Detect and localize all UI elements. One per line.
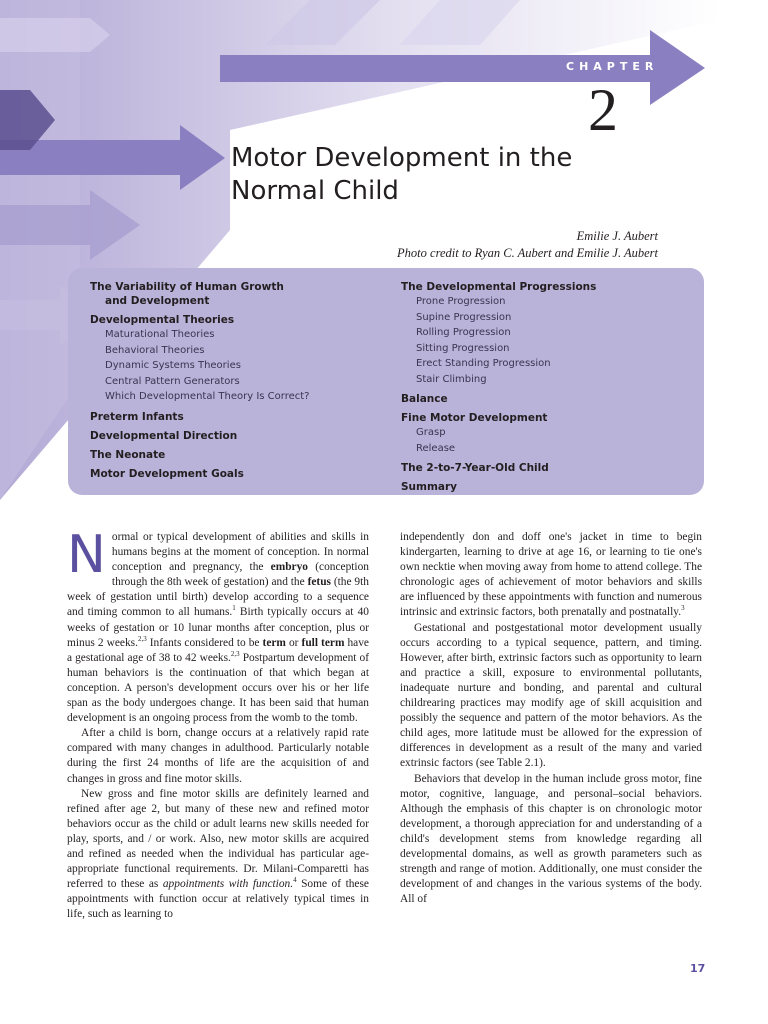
- text-run: New gross and fine motor skills are definitely learned and refined after age 2, but many of these new and refined motor behaviors occur as the child or adult learns new skills needed for play, sports, and / or work. Also, new motor skills are acquired and refined as needed when the individual has particular age-appropriate functional requirements. Dr. Milani-Comparetti has referred to these as: [67, 787, 369, 891]
- term-fetus: fetus: [307, 576, 331, 589]
- outline-subitem: Stair Climbing: [416, 373, 487, 385]
- outline-heading-cont: and Development: [105, 295, 210, 307]
- text-run: Birth typically occurs at 40 weeks of gestation or 10 lunar months after conception, plus or minus 2 weeks.: [67, 606, 369, 649]
- chapter-title: [231, 142, 651, 208]
- outline-subitem: Rolling Progression: [416, 327, 511, 338]
- outline-subitem: Maturational Theories: [105, 329, 215, 340]
- outline-subitem: Grasp: [416, 427, 446, 438]
- citation: 3: [681, 604, 685, 613]
- text-run: Postpartum development of human behaviors is the continuation of that which began at conception. A person's development occurs over his or her life span as the body undergoes change. It has been said that human development is an ongoing process from the womb to the tomb.: [67, 651, 369, 725]
- outline-heading: Motor Development Goals: [90, 467, 244, 480]
- title-line-2: Normal Child: [231, 176, 399, 206]
- body-left-column: [67, 525, 369, 922]
- outline-subitem: Supine Progression: [416, 311, 512, 323]
- author-name: Emilie J. Aubert: [576, 229, 658, 243]
- text-run: have a gestational age of 38 to 42 weeks.: [67, 636, 369, 664]
- outline-right-column: [401, 280, 691, 494]
- text-run: independently don and doff one's jacket in time to begin kindergarten, learning to drive at age 16, or learning to tie one's own necktie when moving away from home to attend college. The chronologic ages of achievement of motor behaviors and skills are influenced by these appointments with function and numerous intrinsic and extrinsic factors, both prenatally and postnatally.: [400, 531, 702, 619]
- outline-heading: The Variability of Human Growth: [90, 281, 284, 293]
- text-run: Infants considered to be: [146, 636, 263, 649]
- author-block: [397, 228, 658, 262]
- outline-subitem: Behavioral Theories: [105, 344, 205, 356]
- citation: 2,3: [230, 649, 240, 658]
- term-appointments: appointments with function.: [162, 878, 294, 891]
- outline-subitem: Central Pattern Generators: [105, 375, 240, 387]
- text-run: (conception through the 8th week of gestation) and the: [111, 561, 369, 589]
- outline-heading: Fine Motor Development: [401, 412, 548, 424]
- chapter-number: 2: [588, 77, 618, 143]
- citation: 1: [232, 604, 236, 613]
- outline-heading: The Developmental Progressions: [401, 281, 597, 293]
- outline-subitem: Release: [416, 442, 456, 454]
- text-run: ormal or typical development of abilities and skills in humans begins at the moment of conception. In normal conception and pregnancy, the: [111, 531, 369, 574]
- term-term: term: [262, 636, 286, 649]
- body-right-column: [400, 530, 702, 907]
- outline-heading: Developmental Theories: [90, 314, 235, 326]
- term-embryo: embryo: [270, 561, 308, 574]
- text-run: Some of these appointments with function occur at relatively typical times in life, such as learning to: [67, 878, 369, 921]
- outline-left-column: [90, 280, 370, 481]
- text-run: (the 9th week of gestation until birth) develop according to a sequence and timing common to all humans.: [67, 576, 369, 619]
- citation: 4: [293, 876, 297, 885]
- chapter-outline: [68, 268, 704, 495]
- paragraph: Gestational and postgestational motor development usually occurs according to a typical sequence, pattern, and timing. However, after birth, extrinsic factors such as opportunity to learn and practice a skill, exposure to environmental pollutants, inadequate nurture and bonding, and parental and cultural childrearing practices may modify age of skill acquisition and possibly the sequence and pattern of the motor behaviors. As the child ages, more latitude must be allowed for the expression of differences in development as a result of the many and varied extrinsic factors (see Table 2.1).: [400, 621, 702, 770]
- title-line-1: Motor Development in the: [231, 143, 573, 173]
- photo-credit: Photo credit to Ryan C. Aubert and Emilie J. Aubert: [397, 246, 658, 260]
- outline-subitem: Sitting Progression: [416, 342, 510, 354]
- outline-subitem: Prone Progression: [416, 296, 506, 307]
- term-full-term: full term: [301, 636, 345, 649]
- outline-heading: Summary: [401, 481, 458, 493]
- outline-heading: Balance: [401, 393, 448, 405]
- outline-heading: Preterm Infants: [90, 410, 184, 423]
- outline-heading: The Neonate: [90, 448, 166, 461]
- page-number: 17: [690, 962, 706, 975]
- text-run: or: [285, 636, 302, 649]
- outline-subitem: Dynamic Systems Theories: [105, 360, 241, 371]
- chapter-label: CHAPTER: [566, 60, 659, 73]
- paragraph: Behaviors that develop in the human include gross motor, fine motor, cognitive, language, and personal–social behaviors. Although the emphasis of this chapter is on chronologic motor development, a thorough appreciation for and understanding of a child's development stems from knowledge regarding all developmental domains, as well as growth parameters such as strength and range of motion. Additionally, one must consider the development of and changes in the various systems of the body. All of: [400, 772, 702, 906]
- paragraph: After a child is born, change occurs at a relatively rapid rate compared with many changes in adulthood. Particularly notable during the first 24 months of life are the acquisition of and changes in gross and fine motor skills.: [67, 727, 369, 785]
- outline-subitem: Which Developmental Theory Is Correct?: [105, 391, 310, 402]
- paragraph: [67, 525, 369, 726]
- outline-heading: The 2-to-7-Year-Old Child: [401, 462, 549, 474]
- citation: 2,3: [137, 634, 147, 643]
- drop-cap: N: [67, 525, 106, 585]
- outline-heading: Developmental Direction: [90, 429, 238, 442]
- paragraph: [400, 530, 702, 621]
- outline-subitem: Erect Standing Progression: [416, 358, 551, 369]
- paragraph: [67, 787, 369, 923]
